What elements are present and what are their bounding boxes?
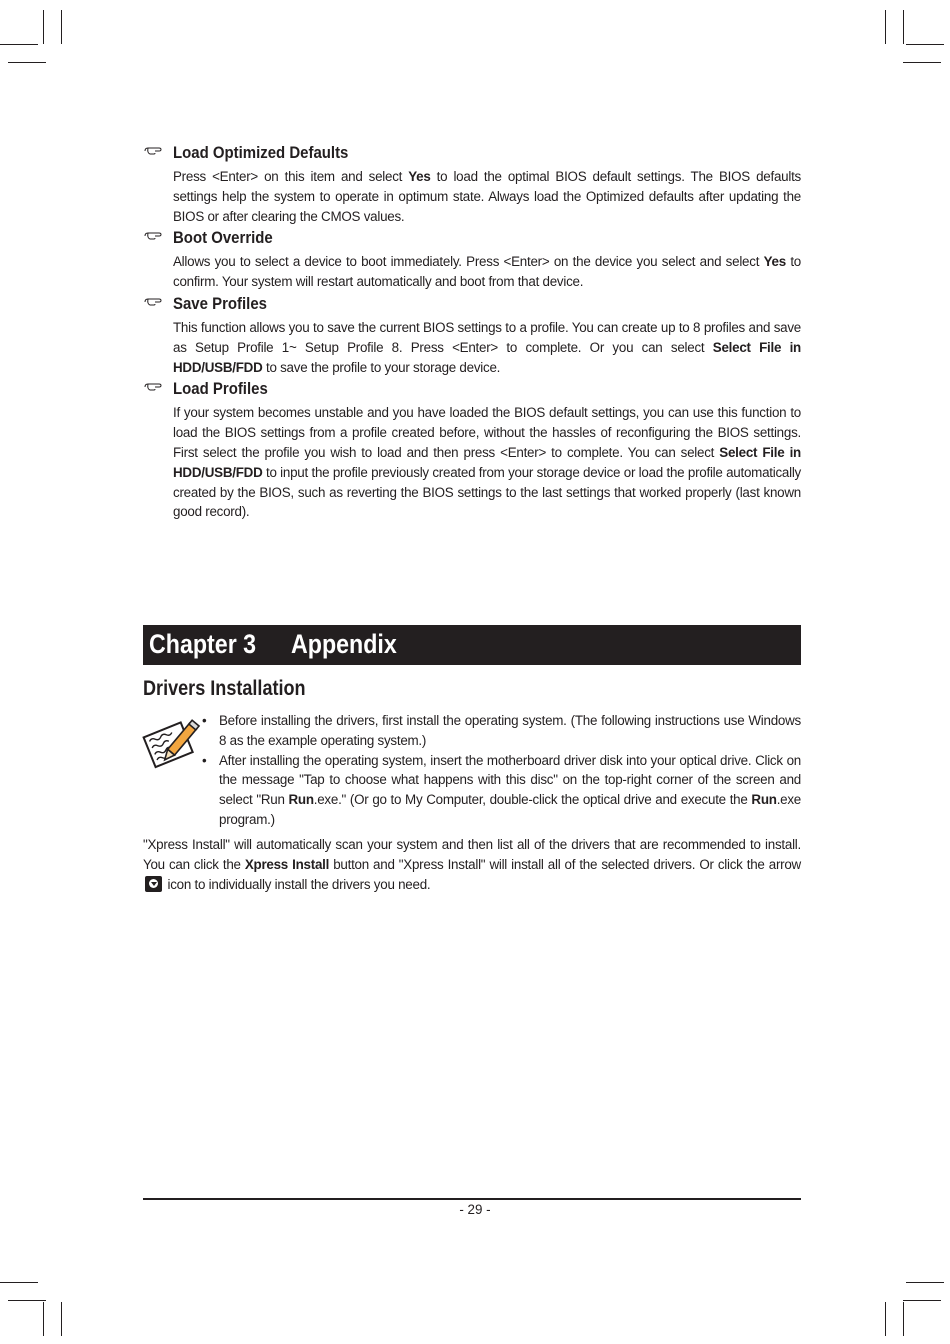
crop-mark xyxy=(903,10,904,44)
crop-mark xyxy=(0,1282,38,1283)
footer-divider xyxy=(143,1198,801,1200)
crop-mark xyxy=(8,62,46,63)
crop-mark xyxy=(885,10,886,44)
section-boot-override xyxy=(144,228,801,292)
crop-mark xyxy=(61,10,62,44)
section-load-profiles xyxy=(144,379,801,522)
section-title: Save Profiles xyxy=(173,293,267,313)
section-title: Load Optimized Defaults xyxy=(173,143,349,162)
crop-mark xyxy=(8,1300,46,1301)
section-body: Press <Enter> on this item and select Yes to load the optimal BIOS default settings. The BIOS defaults settings help the system to operate in optimum state. Always load the Optimized defaults after updating the BIOS or after clearing the CMOS values. xyxy=(173,169,801,224)
pointing-hand-icon xyxy=(144,145,162,157)
section-body: Allows you to select a device to boot immediately. Press <Enter> on the device you select and select Yes to confirm. Your system will restart automatically and boot from that device. xyxy=(173,254,801,290)
crop-mark xyxy=(0,44,38,45)
section-body: This function allows you to save the current BIOS settings to a profile. You can create up to 8 profiles and save as Setup Profile 1~ Setup Profile 8. Press <Enter> to complete. Or you can select Select File in HDD/USB/FDD to save the profile to your storage device. xyxy=(173,319,801,375)
xpress-install-label: Xpress Install xyxy=(244,856,330,872)
crop-mark xyxy=(61,1302,62,1336)
chapter-title: Appendix xyxy=(291,629,397,659)
crop-mark xyxy=(906,44,944,45)
instruction-list xyxy=(200,711,801,830)
section-heading: Drivers Installation xyxy=(143,677,306,700)
section-title: Boot Override xyxy=(173,228,273,248)
chapter-number: Chapter 3 xyxy=(149,629,257,659)
list-item: • Before installing the drivers, first install the operating system. (The following instructions use Windows 8 as the example operating system.) xyxy=(202,713,801,748)
page-number: - 29 - xyxy=(459,1202,491,1217)
section-load-optimized-defaults xyxy=(144,143,801,226)
crop-mark xyxy=(903,62,941,63)
pointing-hand-icon xyxy=(144,381,162,393)
chapter-banner xyxy=(143,625,801,665)
crop-mark xyxy=(903,1302,904,1336)
arrow-down-icon xyxy=(145,876,162,892)
bullet-icon: • xyxy=(202,752,207,768)
pointing-hand-icon xyxy=(144,296,162,308)
crop-mark xyxy=(43,1302,44,1336)
note-pencil-icon xyxy=(140,714,202,772)
xpress-install-paragraph: "Xpress Install" will automatically scan your system and then list all of the drivers that are recommended to install. You can click the Xpress Install button and "Xpress Install" will install all of the selected drivers. Or click the arrow icon to individually install the drivers you need. xyxy=(143,837,801,892)
crop-mark xyxy=(903,1300,941,1301)
bullet-icon: • xyxy=(202,713,207,728)
list-item: • After installing the operating system, insert the motherboard driver disk into your optical drive. Click on the message "Tap to choose what happens with this disc" on the top-right corner of the screen and select "Run Run.exe." (Or go to My Computer, double-click the optical drive and execute the Run.exe program.) xyxy=(202,752,801,827)
section-title: Load Profiles xyxy=(173,379,268,399)
section-body: If your system becomes unstable and you have loaded the BIOS default settings, you can use this function to load the BIOS settings from a profile created before, without the hassles of reconfiguring the BIOS settings. First select the profile you wish to load and then press <Enter> to complete. You can select Select File in HDD/USB/FDD to input the profile previously created from your storage device or load the profile automatically created by the BIOS, such as reverting the BIOS settings to the last settings that worked properly (last known good record). xyxy=(173,405,801,520)
section-save-profiles xyxy=(144,294,801,377)
crop-mark xyxy=(906,1282,944,1283)
bios-sections xyxy=(144,143,801,524)
crop-mark xyxy=(885,1302,886,1336)
crop-mark xyxy=(43,10,44,44)
pointing-hand-icon xyxy=(144,230,162,242)
